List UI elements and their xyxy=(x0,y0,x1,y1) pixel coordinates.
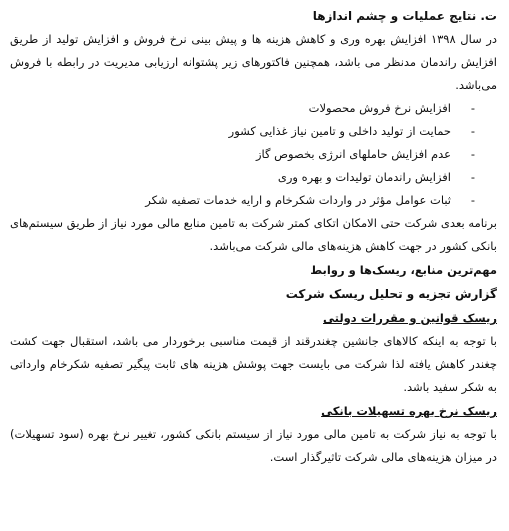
intro-paragraph: در سال ۱۳۹۸ افزایش بهره وری و کاهش هزینه ها و پیش بینی نرخ فروش و افزایش تولید از طریق افزایش راندمان مدنظر می باشد، همچنین فاکتورهای زیر پشتوانه ارزیابی مدیریت در رابطه با فروش می‌باشد. xyxy=(10,32,497,92)
risk-interest-title: ریسک نرخ بهره تسهیلات بانکی xyxy=(321,404,497,418)
plan-paragraph: برنامه بعدی شرکت حتی الامکان اتکای کمتر شرکت به تامین منابع مالی مورد نیاز از طریق سیستم‌های بانکی کشور در جهت کاهش هزینه‌های مالی شرکت می‌باشد. xyxy=(10,216,497,253)
risk-report-heading: گزارش تجزیه و تحلیل ریسک شرکت xyxy=(285,287,497,301)
risk-interest-heading xyxy=(10,399,497,423)
risk-laws-heading xyxy=(10,306,497,330)
list-item: - حمایت از تولید داخلی و تامین نیاز غذایی کشور xyxy=(10,120,475,143)
risk-laws-title: ریسک قوانین و مقررات دولتی xyxy=(323,311,497,325)
factors-list xyxy=(10,97,497,212)
list-item: - افزایش نرخ فروش محصولات xyxy=(10,97,475,120)
resources-heading: مهم‌ترین منابع، ریسک‌ها و روابط xyxy=(310,263,497,277)
risk-laws-paragraph: با توجه به اینکه کالاهای جانشین چغندرقند از قیمت مناسبی برخوردار می باشد، استقبال جهت کشت چغندر کاهش یافته لذا شرکت می بایست جهت پوشش هزینه های ثابت پیگیر تصفیه شکرخام وارداتی به شکر سفید باشد. xyxy=(10,334,497,394)
list-item: - عدم افزایش حاملهای انرژی بخصوص گاز xyxy=(10,143,475,166)
risk-interest-paragraph: با توجه به نیاز شرکت به تامین مالی مورد نیاز از سیستم بانکی کشور، تغییر نرخ بهره (سود تسهیلات) در میزان هزینه‌های مالی شرکت تاثیرگذار است. xyxy=(10,427,497,464)
section-title: ت. نتایج عملیات و چشم اندازها xyxy=(312,9,497,23)
list-item: - ثبات عوامل مؤثر در واردات شکرخام و ارایه خدمات تصفیه شکر xyxy=(10,189,475,212)
list-item: - افزایش راندمان تولیدات و بهره وری xyxy=(10,166,475,189)
